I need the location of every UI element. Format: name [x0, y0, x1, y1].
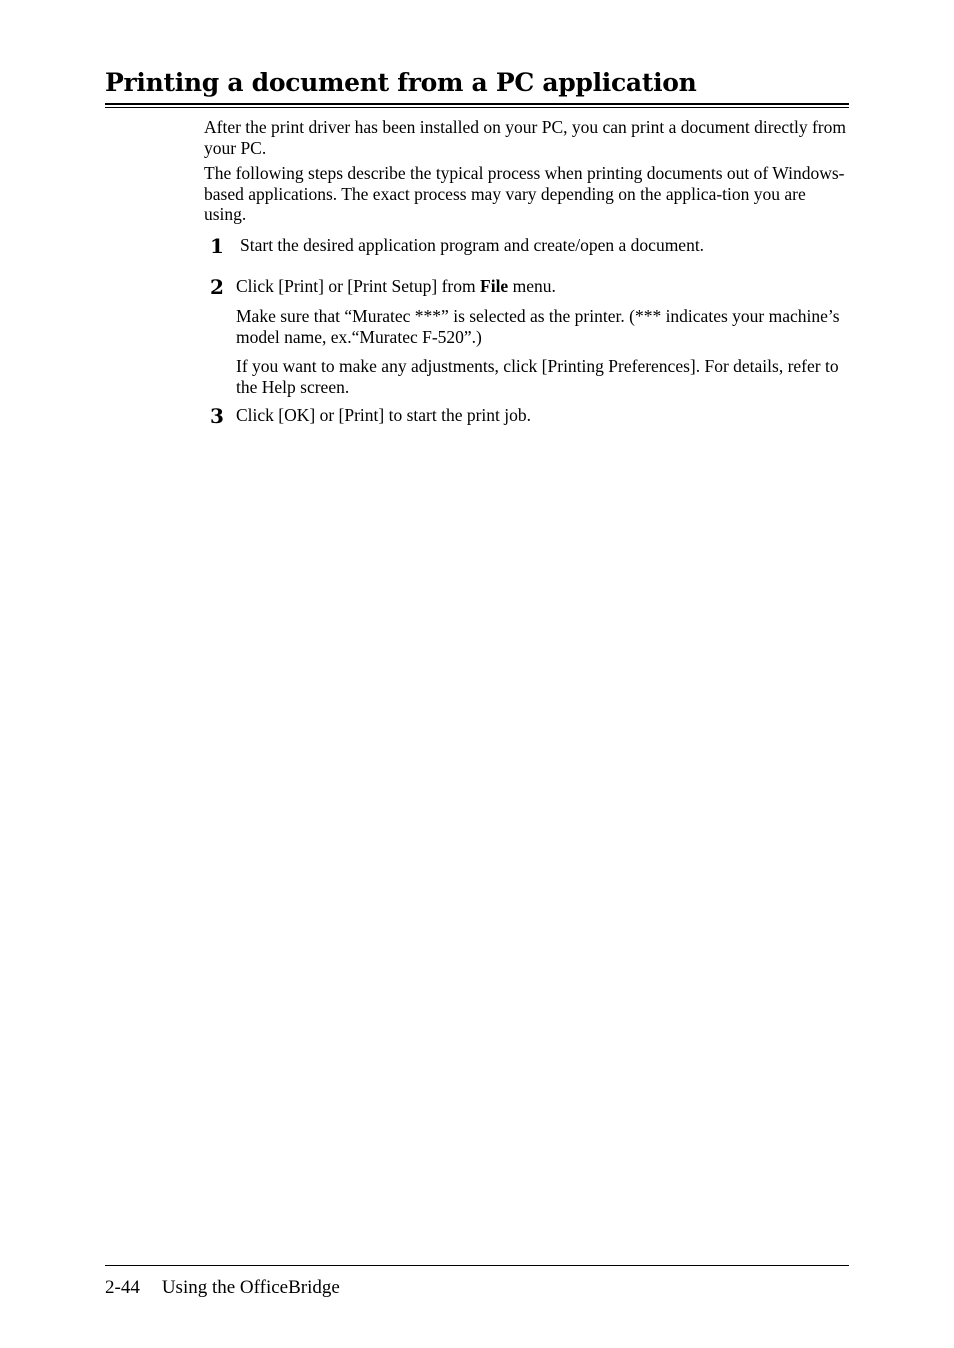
- step-text-part: Click [Print] or [Print Setup] from: [236, 276, 481, 296]
- step-number: 3: [210, 404, 224, 428]
- step-text: Start the desired application program and create/open a document.: [240, 235, 705, 255]
- title-rule-thin: [105, 107, 849, 108]
- step-text: Click [OK] or [Print] to start the print job.: [236, 405, 532, 425]
- intro-paragraph-2: The following steps describe the typical process when printing documents out of Windows-based applications. The exact process may vary depending on the applica-tion you are using.: [204, 163, 845, 224]
- step-text-part: menu.: [508, 276, 556, 296]
- menu-name: File: [480, 276, 509, 296]
- step-note-1: Make sure that “Muratec ***” is selected as the printer. (*** indicates your machine’s model name, ex.“Muratec F-520”.): [236, 306, 840, 347]
- page-number: 2-44: [105, 1277, 140, 1298]
- intro-paragraph-1: After the print driver has been installed on your PC, you can print a document directly from your PC.: [204, 117, 846, 158]
- section-name: Using the OfficeBridge: [161, 1277, 340, 1298]
- step-number: 2: [210, 275, 224, 299]
- page-footer: [105, 1277, 340, 1299]
- footer-rule: [105, 1265, 849, 1266]
- page-title: Printing a document from a PC application: [105, 68, 697, 97]
- title-rule-thick: [105, 103, 849, 105]
- step-text: [236, 276, 848, 297]
- step-number: 1: [210, 234, 224, 258]
- step-note-2: If you want to make any adjustments, click [Printing Preferences]. For details, refer to the Help screen.: [236, 356, 839, 397]
